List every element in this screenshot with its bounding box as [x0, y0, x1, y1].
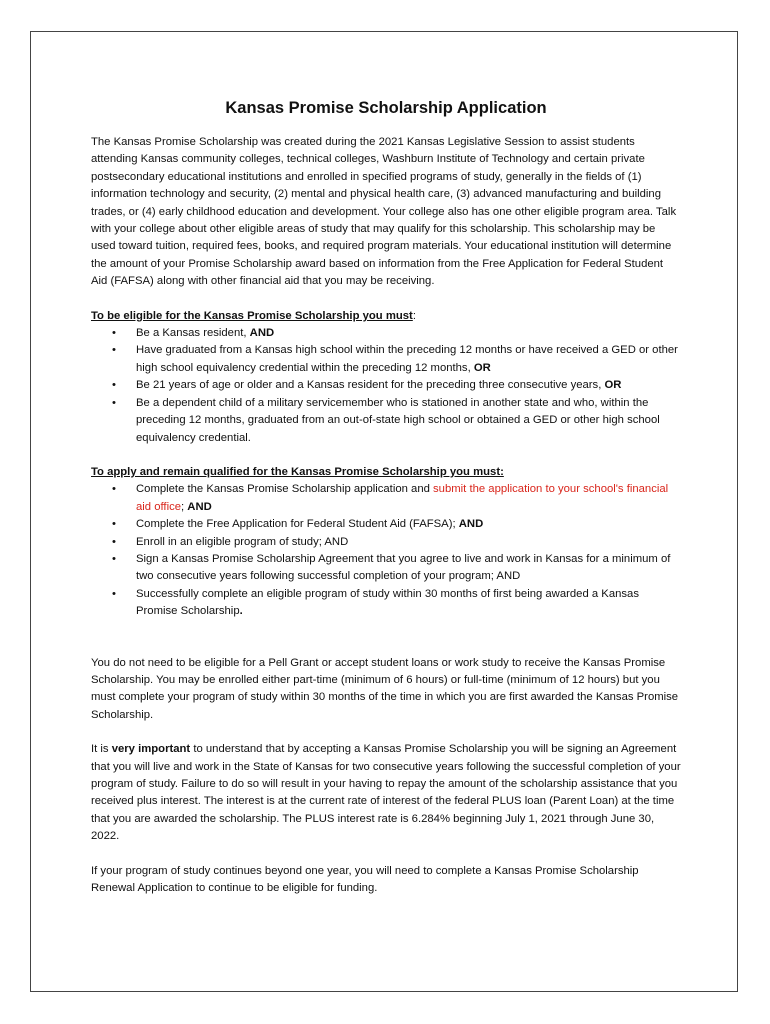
list-item — [136, 481, 681, 516]
list-item — [136, 325, 681, 342]
list-item-text: Be a Kansas resident, — [136, 327, 250, 340]
eligibility-heading-line — [91, 308, 681, 325]
eligibility-list — [91, 325, 681, 447]
list-item-bold: . — [239, 605, 243, 618]
agreement-text-start: It is — [91, 743, 112, 756]
list-item-text: Be a dependent child of a military servicemember who is stationed in another state and who, within the preceding 12 months, graduated from an out-of-state high school or obtained a GED or other high school equivalency credential. — [136, 396, 660, 444]
list-item-bold: AND — [187, 500, 212, 513]
list-item — [136, 395, 681, 447]
list-item — [136, 586, 681, 621]
submit-application-highlight: submit the application to your school's financial aid office — [136, 483, 669, 513]
renewal-paragraph: If your program of study continues beyond one year, you will need to complete a Kansas Promise Scholarship Renewal Application to continue to be eligible for funding. — [91, 864, 639, 895]
intro-paragraph: The Kansas Promise Scholarship was created during the 2021 Kansas Legislative Session to assist students attending Kansas community colleges, technical colleges, Washburn Institute of Technology and certain private postsecondary educational institutions and enrolled in specified programs of study, generally in the fields of (1) information technology and security, (2) mental and physical health care, (3) advanced manufacturing and building trades, or (4) early childhood education and development. Your college also has one other eligible program area. Talk with your college about other eligible areas of study that may qualify for this scholarship. This scholarship may be used toward tuition, required fees, books, and required program materials. Your educational institution will determine the amount of your Promise Scholarship award based on information from the Free Application for Federal Student Aid (FAFSA) along with other financial aid that you may be receiving. — [91, 136, 677, 288]
agreement-paragraph — [91, 741, 681, 845]
apply-heading: To apply and remain qualified for the Kansas Promise Scholarship you must: — [91, 465, 504, 478]
list-item-bold: AND — [458, 518, 484, 531]
list-item-bold: OR — [473, 361, 491, 374]
agreement-text-rest: to understand that by accepting a Kansas Promise Scholarship you will be signing an Agreement that you will live and work in the State of Kansas for two consecutive years following the successful completion of your program of study. Failure to do so will result in your having to repay the amount of the scholarship assistance that you received plus interest. The interest is at the current rate of interest of the federal PLUS loan (Parent Loan) at the time that you are awarded the scholarship. The PLUS interest rate is 6.284% beginning July 1, 2021 through June 30, 2022. — [91, 743, 681, 843]
pell-paragraph: You do not need to be eligible for a Pell Grant or accept student loans or work study to receive the Kansas Promise Scholarship. You may be enrolled either part-time (minimum of 6 hours) or full-time (minimum of 12 hours) but you must complete your program of study within 30 months of the time in which you are first awarded the Kansas Promise Scholarship. — [91, 656, 679, 721]
list-item: • Sign a Kansas Promise Scholarship Agreement that you agree to live and work in Kansas for a minimum of two consecutive years following successful completion of your program; AND — [136, 551, 681, 586]
page-title: Kansas Promise Scholarship Application — [225, 99, 547, 117]
list-item-separator: ; — [181, 500, 188, 513]
apply-list — [91, 481, 681, 620]
list-item — [136, 377, 681, 394]
document-content — [91, 98, 681, 897]
list-item: • Enroll in an eligible program of study; AND — [136, 534, 681, 551]
list-item-text: Successfully complete an eligible program of study within 30 months of first being awarded a Kansas Promise Scholarship — [136, 587, 639, 618]
eligibility-heading-colon: : — [412, 309, 416, 322]
list-item-bold: AND — [249, 327, 275, 340]
document-page — [30, 31, 738, 992]
eligibility-heading: To be eligible for the Kansas Promise Scholarship you must — [91, 309, 413, 322]
list-item — [136, 342, 681, 377]
list-item-text: Be 21 years of age or older and a Kansas resident for the preceding three consecutive years, — [136, 379, 605, 392]
agreement-emphasis: very important — [111, 743, 191, 756]
list-item-bold: OR — [604, 379, 622, 392]
list-item-text: Have graduated from a Kansas high school within the preceding 12 months or have received a GED or other high school equivalency credential within the preceding 12 months, — [136, 344, 678, 374]
list-item — [136, 516, 681, 533]
list-item-text: Complete the Free Application for Federal Student Aid (FAFSA); — [136, 518, 459, 531]
list-item-text: Complete the Kansas Promise Scholarship application and — [136, 483, 434, 496]
